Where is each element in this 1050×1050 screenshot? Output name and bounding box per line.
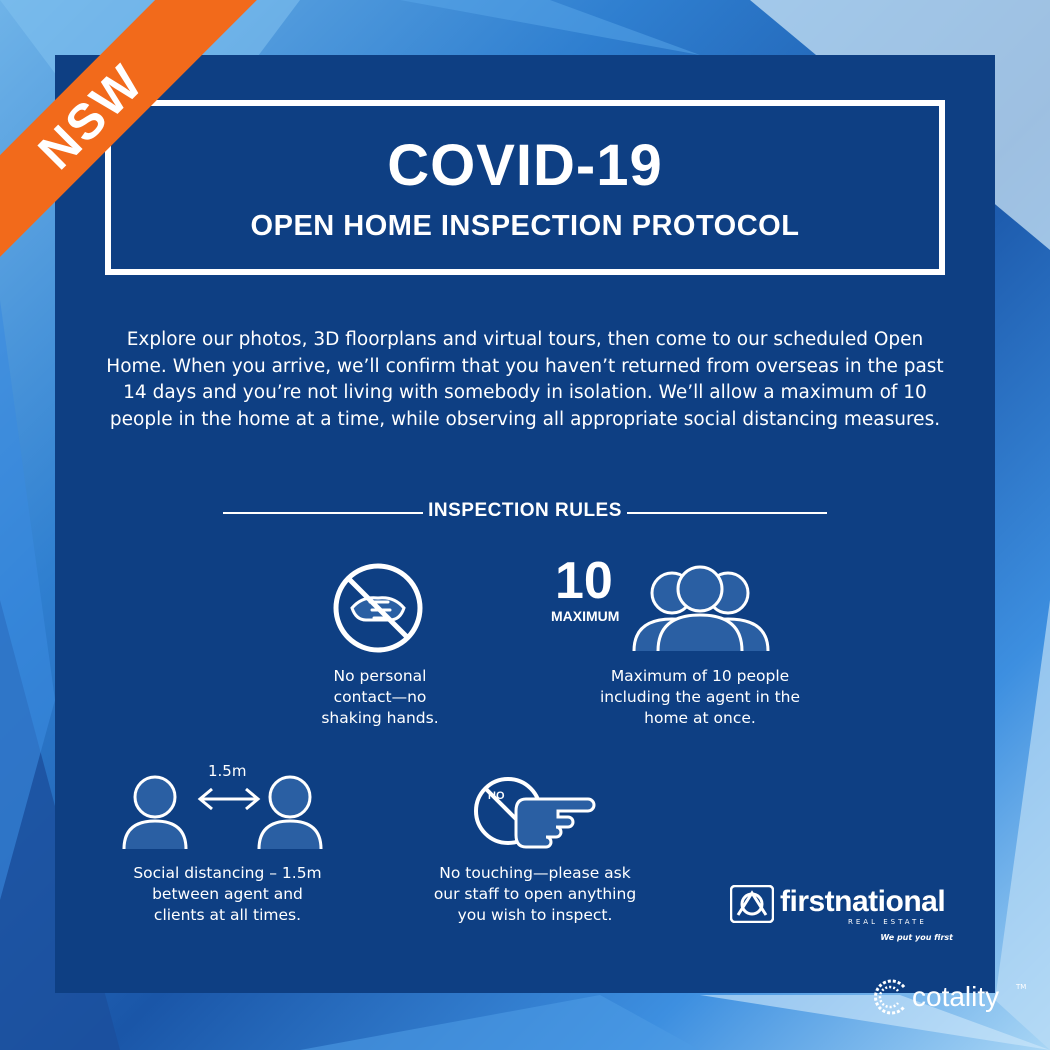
no-touch-icon [470, 773, 600, 855]
protocol-panel [55, 55, 995, 993]
cotality-name: cotality [912, 981, 1000, 1012]
page-subtitle: OPEN HOME INSPECTION PROTOCOL [250, 210, 800, 242]
cotality-logo-icon [870, 977, 910, 1017]
rule-caption-no-contact: No personal contact—no shaking hands. [321, 667, 439, 727]
intro-paragraph: Explore our photos, 3D floorplans and virtual tours, then come to our scheduled Open Home. When you arrive, we’ll confirm that you haven’t returned from overseas in the past 14 days and you’re not living with somebody in isolation. We’ll allow a maximum of 10 people in the home at a time, while observing all appropriate social distancing measures. [106, 329, 944, 430]
nsw-label: NSW [27, 53, 154, 180]
distance-label: 1.5m [208, 762, 247, 780]
brand-name: firstnational [780, 885, 946, 918]
max-number: 10 [555, 552, 613, 610]
title-box [105, 100, 945, 275]
cotality-watermark [870, 975, 1035, 1023]
rule-caption-distancing: Social distancing – 1.5m between agent and clients at all times. [133, 864, 322, 924]
brand-tagline: We put you first [880, 933, 953, 942]
rule-caption-max-people: Maximum of 10 people including the agent in the home at once. [599, 667, 801, 727]
first-national-logo [730, 885, 960, 945]
cotality-tm: TM [1016, 983, 1027, 991]
brand-sub: REAL ESTATE [848, 918, 927, 926]
social-distance-icon [120, 773, 330, 853]
rules-heading-block [223, 500, 827, 526]
first-national-logo-mark-icon [730, 885, 774, 923]
no-badge: NO [488, 790, 505, 802]
rule-caption-no-touching: No touching—please ask our staff to open anything you wish to inspect. [433, 864, 637, 924]
max-label: MAXIMUM [551, 608, 620, 624]
divider-right [627, 512, 827, 514]
page-title: COVID-19 [387, 133, 663, 198]
no-handshake-icon [330, 560, 426, 656]
rules-heading: INSPECTION RULES [428, 500, 622, 521]
group-people-icon [630, 563, 775, 655]
